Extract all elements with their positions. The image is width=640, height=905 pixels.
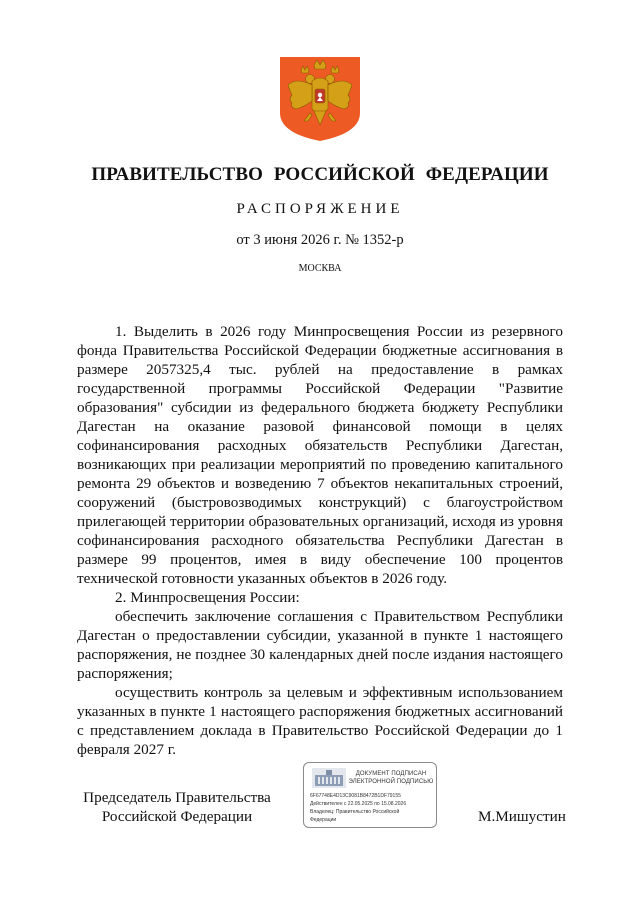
paragraph-2-item-2: осуществить контроль за целевым и эффективным использованием указанных в пункте 1 настоящего распоряжения бюджетных ассигнований с представлением доклада в Правительство Российской Федерации до 1 февраля 2027 г.: [77, 684, 563, 758]
stamp-certificate: 6F67748E4D13C9081B8472B1DF79155: [310, 793, 401, 799]
stamp-title-line-2: ЭЛЕКТРОННОЙ ПОДПИСЬЮ: [348, 779, 434, 785]
signatory-name: М.Мишустин: [478, 808, 566, 825]
paragraph-2-item-1: обеспечить заключение соглашения с Правительством Республики Дагестан о предоставлении субсидии, указанной в пункте 1 настоящего распоряжения, не позднее 30 календарных дней после издания настоящего распоряжения;: [77, 608, 563, 682]
stamp-owner-line-2: Федерации: [310, 817, 337, 823]
stamp-title: [348, 770, 434, 786]
coat-of-arms-icon: [276, 55, 364, 143]
document-body: [77, 322, 563, 759]
paragraph-1: 1. Выделить в 2026 году Минпросвещения России из резервного фонда Правительства Российской Федерации бюджетные ассигнования в размере 2057325,4 тыс. рублей на предоставление в рамках государственной программы Российской Федерации "Развитие образования" субсидии из федерального бюджета бюджету Республики Дагестан на оказание разовой финансовой помощи в целях софинансирования расходных обязательств Республики Дагестан, возникающих при реализации мероприятий по проведению капитального ремонта 29 объектов и возведению 7 объектов некапитальных строений, сооружений (быстровозводимых конструкций) с благоустройством прилегающей территории образовательных организаций, исходя из уровня софинансирования расходного обязательства Республики Дагестан в размере 99 процентов, имея в виду обеспечение 100 процентов технической готовности указанных объектов в 2026 году.: [77, 323, 563, 587]
government-title: ПРАВИТЕЛЬСТВО РОССИЙСКОЙ ФЕДЕРАЦИИ: [91, 164, 549, 185]
electronic-signature-stamp: [303, 762, 437, 828]
signatory-position-line-1: Председатель Правительства: [83, 789, 271, 806]
stamp-details: [310, 792, 434, 824]
stamp-title-line-1: ДОКУМЕНТ ПОДПИСАН: [355, 771, 427, 777]
government-building-icon: [312, 768, 346, 788]
document-type: РАСПОРЯЖЕНИЕ: [236, 201, 404, 217]
document-city: МОСКВА: [298, 263, 342, 274]
document-date-number: от 3 июня 2026 г. № 1352-р: [236, 232, 404, 248]
stamp-validity: Действителен с 22.05.2025 по 15.08.2026: [310, 801, 407, 807]
signatory-position-line-2: Российской Федерации: [101, 808, 253, 825]
stamp-owner-line-1: Владелец: Правительство Российской: [310, 809, 400, 815]
paragraph-2: 2. Минпросвещения России:: [115, 589, 300, 606]
signatory-position: [77, 788, 277, 826]
